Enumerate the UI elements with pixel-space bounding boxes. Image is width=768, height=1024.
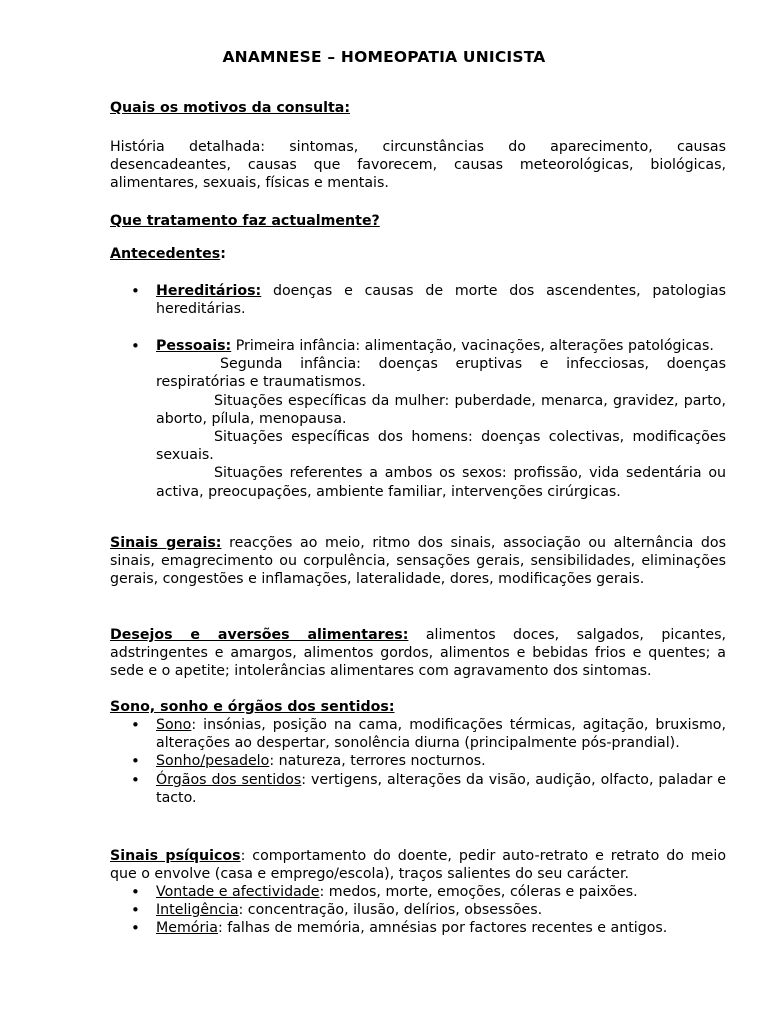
motivos-heading-text: Quais os motivos da consulta: [110, 100, 351, 116]
list-item [110, 883, 726, 901]
sono-item-text: : insónias, posição na cama, modificações térmicas, agitação, bruxismo, alterações ao despertar, sonolência diurna (principalmente pós-prandial). [156, 717, 726, 752]
vontade-item-text: : medos, morte, emoções, cóleras e paixões. [319, 884, 638, 900]
list-item [110, 919, 726, 937]
vontade-item-label: Vontade e afectividade [156, 884, 320, 900]
sonho-item-label: Sonho/pesadelo [156, 753, 270, 770]
sono-heading [110, 698, 726, 716]
memoria-item-text: : falhas de memória, amnésias por factores recentes e antigos. [217, 920, 668, 937]
hereditarios-label: Hereditários: [156, 283, 262, 299]
sono-heading-text: Sono, sonho e órgãos dos sentidos: [110, 699, 395, 715]
sonho-item-text: : natureza, terrores nocturnos. [269, 753, 486, 770]
orgaos-item-label: Órgãos dos sentidos [156, 771, 302, 788]
pessoais-list [110, 337, 726, 501]
tratamento-heading-text: Que tratamento faz actualmente? [110, 213, 380, 229]
desejos [110, 626, 726, 681]
psiquicos-list [110, 883, 726, 938]
sinais-psiquicos [110, 847, 726, 883]
desejos-text: alimentos doces, salgados, picantes, adstringentes e amargos, alimentos gordos, alimentos e bebidas frios e quentes; a sede e o apetite; intolerâncias alimentares com agravamento dos sintomas. [110, 627, 726, 680]
antecedentes-heading-text: Antecedentes [110, 246, 221, 262]
list-item [110, 716, 726, 752]
pessoais-mulher: Situações específicas da mulher: puberdade, menarca, gravidez, parto, aborto, pílula, menopausa. [156, 392, 726, 427]
hereditarios-text: doenças e causas de morte dos ascendentes, patologias hereditárias. [156, 283, 726, 318]
motivos-heading [110, 99, 726, 117]
sono-list [110, 716, 726, 807]
antecedentes-list [110, 282, 726, 318]
pessoais-ambos: Situações referentes a ambos os sexos: profissão, vida sedentária ou activa, preocupações, ambiente familiar, intervenções cirúrgicas. [156, 465, 726, 500]
pessoais-segunda: Segunda infância: doenças eruptivas e infecciosas, doenças respiratórias e traumatismos. [156, 356, 726, 391]
inteligencia-item-text: : concentração, ilusão, delírios, obsessões. [238, 902, 543, 919]
orgaos-item-text: : vertigens, alterações da visão, audição, olfacto, paladar e tacto. [156, 771, 726, 806]
antecedentes-colon: : [220, 246, 226, 262]
sinais-gerais-label: Sinais gerais: [110, 535, 222, 551]
antecedentes-heading [110, 245, 726, 263]
list-item [110, 752, 726, 770]
pessoais-first [156, 337, 726, 355]
list-item-hereditarios [110, 282, 726, 318]
pessoais-text: Primeira infância: alimentação, vacinações, alterações patológicas. [231, 338, 714, 354]
document-title: ANAMNESE – HOMEOPATIA UNICISTA [222, 48, 546, 66]
pessoais-label: Pessoais: [156, 338, 232, 354]
list-item [110, 901, 726, 919]
sinais-gerais-text: reacções ao meio, ritmo dos sinais, associação ou alternância dos sinais, emagrecimento ou corpulência, sensações gerais, sensibilidades, eliminações gerais, congestões e inflamações, lateralidade, dores, modificações gerais. [110, 535, 726, 588]
inteligencia-item-label: Inteligência [156, 902, 239, 919]
desejos-label: Desejos e aversões alimentares: [110, 627, 409, 643]
sono-item-label: Sono [156, 717, 192, 733]
motivos-text: História detalhada: sintomas, circunstâncias do aparecimento, causas desencadeantes, causas que favorecem, causas meteorológicas, biológicas, alimentares, sexuais, físicas e mentais. [110, 139, 726, 192]
memoria-item-label: Memória [156, 920, 218, 937]
list-item [110, 771, 726, 807]
list-item-pessoais [110, 337, 726, 501]
psiquicos-text: : comportamento do doente, pedir auto-retrato e retrato do meio que o envolve (casa e emprego/escola), traços salientes do seu carácter. [110, 848, 727, 883]
tratamento-heading [110, 212, 726, 230]
sinais-gerais [110, 534, 726, 589]
pessoais-homens: Situações específicas dos homens: doenças colectivas, modificações sexuais. [156, 429, 726, 464]
psiquicos-label: Sinais psíquicos [110, 848, 241, 864]
